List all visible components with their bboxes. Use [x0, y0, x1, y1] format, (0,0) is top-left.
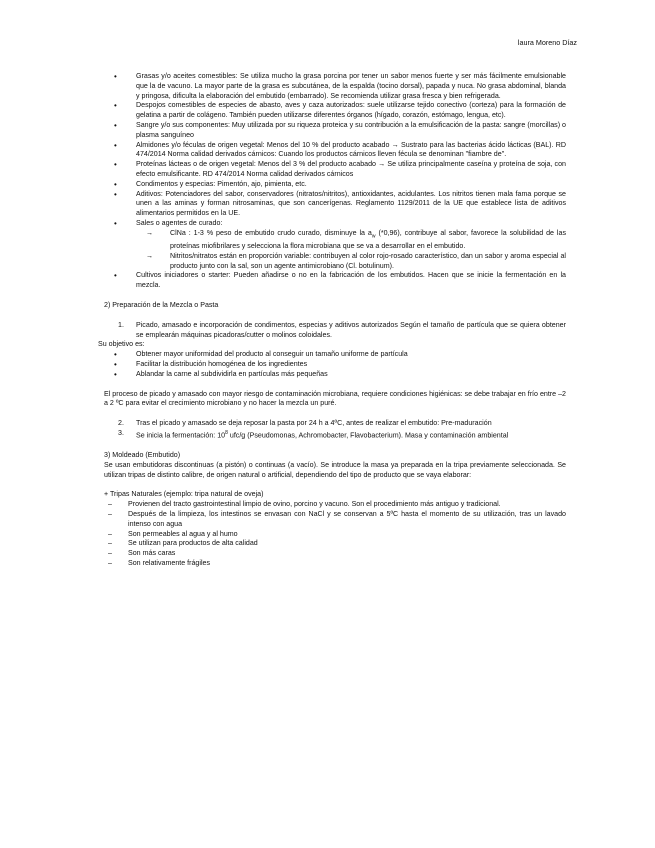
- list-item: • Sales o agentes de curado:: [112, 219, 566, 229]
- section-title: 2) Preparación de la Mezcla o Pasta: [104, 300, 219, 309]
- list-item: • Proteínas lácteas o de origen vegetal: Menos del 3 % del producto acabado → Se utiliza principalmente caseína y proteína de soja, con efecto emulsificante. RD 474/2014 Norma calidad derivados cárnicos: [112, 160, 566, 180]
- list-item: – Se utilizan para productos de alta calidad: [108, 539, 258, 548]
- list-item: • Condimentos y especias: Pimentón, ajo, pimienta, etc.: [112, 180, 566, 190]
- list-item: • Cultivos iniciadores o starter: Pueden añadirse o no en la fabricación de los embutidos. Hacen que se inicie la fermentación en la mezcla.: [112, 271, 566, 291]
- section-title: 3) Moldeado (Embutido): [104, 451, 181, 460]
- arrow-icon: →: [146, 228, 154, 237]
- author-name: laura Moreno Díaz: [517, 38, 577, 47]
- list-item: • Ablandar la carne al subdividirla en partículas más pequeñas: [112, 370, 566, 380]
- list-item: → ClNa : 1-3 % peso de embutido crudo curado, disminuye la $a_w$ (*0,96), contribuye al sabor, favorece la solubilidad de las proteínas miofibrilares y selecciona la flora microbiana que se va a desarrollar en el embutido.: [146, 228, 566, 250]
- curing-agents-list: [146, 229, 566, 272]
- list-item: • Obtener mayor uniformidad del producto al conseguir un tamaño uniforme de partícula: [112, 350, 566, 360]
- list-item: • Despojos comestibles de especies de abasto, aves y caza autorizados: suele utilizarse tejido conectivo (corteza) para la formación de gelatina a partir de colágeno. También pueden utilizarse diferentes órganos (hígado, corazón, estómago, lengua, etc).: [112, 101, 566, 121]
- list-item: • Sangre y/o sus componentes: Muy utilizada por su riqueza proteica y su contribución a la emulsificación de la pasta: sangre (morcillas) o plasma sanguíneo: [112, 121, 566, 141]
- ingredients-list: [104, 72, 566, 229]
- numbered-step: 2. Tras el picado y amasado se deja reposar la pasta por 24 h a 4ºC, antes de realizar el embutido: Pre-maduración: [118, 419, 492, 428]
- list-item: → Nitritos/nitratos están en proporción variable: contribuyen al color rojo-rosado característico, dan un sabor y aroma especial al producto junto con la sal, son un agente antimicrobiano (Cl. botulinum).: [146, 251, 566, 270]
- list-item: • Almidones y/o féculas de origen vegetal: Menos del 10 % del producto acabado → Sustrato para las bacterias ácido lácticas (BAL). RD 474/2014 Norma calidad derivados cárnicos: Cuando los productos cárnicos lleven fécula se denominan "fiambre de".: [112, 141, 566, 161]
- list-item: • Grasas y/o aceites comestibles: Se utiliza mucho la grasa porcina por tener un sabor menos fuerte y ser más fácilmente emulsionable que la de vacuno. La mayor parte de la grasa es subcutánea, de la espalda (tocino dorsal), papada y nuca. No grasa abdominal, blanda y pringosa, dificulta la elaboración del embutido (embarrado). Se recomienda utilizar grasa fresca y bien refrigerada.: [112, 72, 566, 101]
- arrow-icon: →: [146, 251, 154, 260]
- paragraph: El proceso de picado y amasado con mayor riesgo de contaminación microbiana, requiere condiciones higiénicas: se debe trabajar en frío entre –2 a 2 ºC para evitar el crecimiento microbiano y no hacer la mezcla un puré.: [104, 389, 566, 408]
- objective-label: Su objetivo es:: [98, 340, 145, 349]
- natural-casings-list: [104, 500, 566, 569]
- subsection-title: + Tripas Naturales (ejemplo: tripa natural de oveja): [104, 490, 264, 499]
- document-body: [98, 72, 566, 569]
- list-item: – Son permeables al agua y al humo: [108, 529, 238, 538]
- starters-list: [104, 271, 566, 291]
- list-item: • Facilitar la distribución homogénea de los ingredientes: [112, 360, 566, 370]
- list-item: • Aditivos: Potenciadores del sabor, conservadores (nitratos/nitritos), antioxidantes, acidulantes. Los nitritos tienen mala fama porque se unen a las aminas y forman nitrosaminas, que son cancerígenas. Reglamento 1129/2011 de la UE que establece lista de aditivos alimentarios permitidos en la UE.: [112, 190, 566, 219]
- list-item: – Son más caras: [108, 549, 176, 558]
- numbered-step: 1. Picado, amasado e incorporación de condimentos, especias y aditivos autorizados Según el tamaño de partícula que se quiera obtener se emplearán máquinas picadoras/cutter o molinos coloidales.: [118, 320, 566, 339]
- numbered-step: 3. Se inicia la fermentación: $10^8$ ufc/g (Pseudomonas, Achromobacter, Flavobacterium). Masa y contaminación ambiental: [118, 428, 509, 440]
- list-item: – Provienen del tracto gastrointestinal limpio de ovino, porcino y vacuno. Son el procedimiento más antiguo y tradicional.: [108, 500, 501, 509]
- paragraph: Se usan embutidoras discontinuas (a pistón) o continuas (a vacío). Se introduce la masa ya preparada en la tripa previamente seleccionada. Se utilizan tripas de distinto calibre, de origen natural o artificial, dependiendo del tipo de producto que se vaya elaborar:: [104, 460, 566, 479]
- list-item: – Después de la limpieza, los intestinos se envasan con NaCl y se conservan a 5ºC hasta el momento de su utilización, tras un lavado intenso con agua: [108, 510, 566, 528]
- list-item: – Son relativamente frágiles: [108, 559, 211, 568]
- objectives-list: [104, 350, 566, 379]
